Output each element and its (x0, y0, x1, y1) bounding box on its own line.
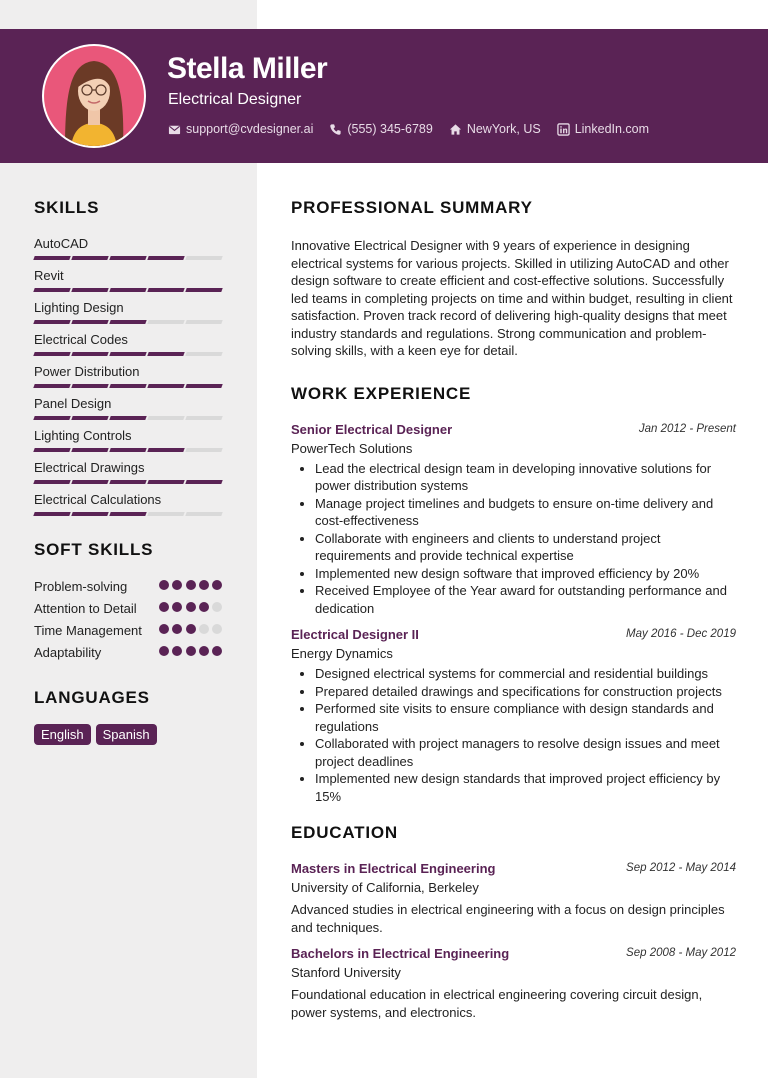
skill-row (34, 364, 224, 396)
skill-level-segment (185, 512, 222, 516)
job-bullet: • Manage project timelines and budgets to ensure on-time delivery and cost-effectiveness (315, 495, 736, 530)
skill-level-bar (34, 448, 224, 452)
degree-title: Bachelors in Electrical Engineering (291, 946, 510, 961)
rating-dot (199, 646, 209, 656)
job-bullet: • Implemented new design standards that improved project efficiency by 15% (315, 770, 736, 805)
skill-level-segment (147, 384, 184, 388)
skill-level-segment (33, 512, 70, 516)
job-entry (291, 627, 736, 805)
job-position: Senior Electrical Designer (291, 421, 453, 437)
education-dates: Sep 2008 - May 2012 (626, 947, 736, 959)
skill-label: AutoCAD (34, 236, 89, 251)
contact-email[interactable] (168, 122, 313, 136)
main-content (291, 198, 736, 1021)
soft-skill-rating (159, 580, 225, 590)
job-title: Electrical Designer (168, 91, 302, 108)
education-description: Advanced studies in electrical engineering with a focus on design principles and techniques. (291, 902, 725, 935)
soft-skills-heading: SOFT SKILLS (34, 540, 154, 559)
soft-skill-rating (159, 602, 225, 612)
education-header (291, 861, 736, 879)
rating-dot (186, 580, 196, 590)
skill-row (34, 332, 224, 364)
soft-skill-row (34, 578, 224, 595)
soft-skills-list (34, 578, 224, 661)
skill-level-segment (109, 320, 146, 324)
rating-dot (199, 624, 209, 634)
job-company: PowerTech Solutions (291, 440, 413, 456)
soft-skill-rating (159, 624, 225, 634)
job-bullet: • Performed site visits to ensure compliance with design standards and regulations (315, 700, 736, 735)
rating-dot (212, 624, 222, 634)
rating-dot (159, 646, 169, 656)
skill-row (34, 300, 224, 332)
job-bullet: • Collaborate with engineers and clients to understand project requirements and provide technical expertise (315, 530, 736, 565)
school-name: Stanford University (291, 965, 401, 980)
contact-bar (168, 122, 665, 136)
skill-level-segment (147, 448, 184, 452)
rating-dot (159, 602, 169, 612)
rating-dot (199, 602, 209, 612)
home-icon (449, 123, 462, 136)
skill-level-bar (34, 416, 224, 420)
skill-level-segment (109, 384, 146, 388)
skill-level-segment (71, 384, 108, 388)
summary-text: Innovative Electrical Designer with 9 years of experience in designing electrical systems for various projects. Skilled in utilizing AutoCAD and other design software to create efficient and cost-effective solutions. Successfully led teams in completing projects on time and within budget, resulting in client satisfaction. Proven track record of delivering high-quality designs that meet industry standards and regulations. Strong communication and problem-solving skills, with a keen eye for detail. (291, 238, 733, 358)
skill-level-segment (109, 416, 146, 420)
job-bullets (291, 460, 736, 618)
skill-row (34, 460, 224, 492)
skill-level-segment (33, 256, 70, 260)
job-bullet: • Received Employee of the Year award for outstanding performance and dedication (315, 582, 736, 617)
skill-label: Electrical Codes (34, 332, 128, 347)
job-header (291, 627, 736, 645)
contact-location (449, 122, 541, 136)
skill-row (34, 236, 224, 268)
rating-dot (186, 602, 196, 612)
job-dates: May 2016 - Dec 2019 (626, 628, 736, 640)
skill-level-bar (34, 512, 224, 516)
skills-list (34, 236, 224, 524)
rating-dot (212, 580, 222, 590)
skill-row (34, 428, 224, 460)
skills-heading: SKILLS (34, 198, 100, 217)
skill-level-segment (147, 320, 184, 324)
summary-heading: PROFESSIONAL SUMMARY (291, 198, 533, 217)
skill-label: Electrical Calculations (34, 492, 162, 507)
job-header (291, 422, 736, 440)
languages-list (34, 724, 224, 745)
skill-row (34, 396, 224, 428)
job-bullet: • Prepared detailed drawings and specifications for construction projects (315, 683, 736, 701)
skill-level-segment (185, 480, 222, 484)
skill-label: Electrical Drawings (34, 460, 145, 475)
job-position: Electrical Designer II (291, 627, 419, 642)
soft-skill-label: Time Management (34, 623, 142, 638)
skill-level-bar (34, 480, 224, 484)
skill-label: Lighting Controls (34, 428, 132, 443)
rating-dot (186, 624, 196, 634)
header-banner (0, 29, 768, 163)
contact-location-text: NewYork, US (466, 122, 541, 136)
skill-level-segment (109, 480, 146, 484)
school-name: University of California, Berkeley (291, 880, 479, 895)
rating-dot (172, 624, 182, 634)
skill-level-bar (34, 352, 224, 356)
skill-level-segment (185, 448, 222, 452)
rating-dot (159, 580, 169, 590)
skill-level-segment (71, 480, 108, 484)
skill-level-segment (185, 256, 222, 260)
skill-level-segment (71, 352, 108, 356)
phone-icon (329, 123, 342, 136)
job-bullet: • Designed electrical systems for commercial and residential buildings (315, 665, 736, 683)
rating-dot (172, 580, 182, 590)
job-entry (291, 422, 736, 618)
skill-level-segment (185, 384, 222, 388)
job-bullet: • Implemented new design software that improved efficiency by 20% (315, 565, 736, 583)
skill-level-segment (33, 352, 70, 356)
skill-level-segment (33, 448, 70, 452)
experience-list (291, 422, 736, 806)
skill-level-segment (147, 416, 184, 420)
job-bullet: • Lead the electrical design team in developing innovative solutions for power distribution systems (315, 460, 736, 495)
soft-skill-row (34, 600, 224, 617)
skill-level-segment (185, 352, 222, 356)
skill-level-segment (185, 288, 222, 292)
skill-level-segment (109, 256, 146, 260)
rating-dot (212, 602, 222, 612)
skill-row (34, 268, 224, 300)
skill-level-segment (33, 416, 70, 420)
education-entry (291, 861, 736, 936)
education-list (291, 861, 736, 1021)
skill-level-segment (71, 256, 108, 260)
rating-dot (212, 646, 222, 656)
contact-linkedin[interactable] (557, 122, 649, 136)
profile-photo (43, 45, 145, 147)
education-dates: Sep 2012 - May 2014 (626, 862, 736, 874)
sidebar (34, 198, 224, 745)
soft-skill-row (34, 644, 224, 661)
skill-level-segment (71, 512, 108, 516)
skill-label: Revit (34, 268, 64, 283)
skill-level-bar (34, 256, 224, 260)
language-badge: English (34, 724, 91, 745)
contact-linkedin-text: LinkedIn.com (574, 122, 650, 136)
job-company: Energy Dynamics (291, 646, 393, 661)
skill-level-segment (147, 256, 184, 260)
job-bullet: • Collaborated with project managers to resolve design issues and meet project deadlines (315, 735, 736, 770)
rating-dot (199, 580, 209, 590)
skill-level-segment (71, 416, 108, 420)
skill-level-segment (147, 288, 184, 292)
skill-level-segment (71, 448, 108, 452)
skill-level-segment (147, 480, 184, 484)
education-heading: EDUCATION (291, 823, 398, 842)
skill-level-segment (109, 512, 146, 516)
skill-level-bar (34, 320, 224, 324)
contact-phone-text: (555) 345-6789 (347, 122, 433, 136)
skill-level-segment (109, 352, 146, 356)
soft-skill-label: Adaptability (34, 645, 102, 660)
languages-heading: LANGUAGES (34, 688, 150, 707)
language-badge: Spanish (96, 724, 157, 745)
job-dates: Jan 2012 - Present (638, 422, 736, 435)
skill-level-segment (147, 352, 184, 356)
soft-skill-label: Attention to Detail (34, 601, 137, 616)
skill-row (34, 492, 224, 524)
education-header (291, 946, 736, 964)
soft-skill-label: Problem-solving (34, 579, 128, 594)
skill-label: Lighting Design (34, 300, 124, 315)
contact-email-text: support@cvdesigner.ai (186, 122, 314, 136)
rating-dot (172, 602, 182, 612)
skill-level-segment (185, 320, 222, 324)
skill-level-segment (109, 288, 146, 292)
experience-heading: WORK EXPERIENCE (291, 383, 472, 403)
rating-dot (159, 624, 169, 634)
skill-level-segment (185, 416, 222, 420)
candidate-name: Stella Miller (167, 52, 328, 85)
skill-level-bar (34, 288, 224, 292)
skill-level-segment (109, 448, 146, 452)
skill-label: Power Distribution (34, 364, 140, 379)
skill-level-segment (71, 288, 108, 292)
skill-level-segment (33, 384, 70, 388)
skill-level-segment (71, 320, 108, 324)
skill-level-bar (34, 384, 224, 388)
degree-title: Masters in Electrical Engineering (291, 861, 496, 876)
skill-level-segment (33, 320, 70, 324)
contact-phone[interactable] (329, 122, 432, 136)
skill-level-segment (147, 512, 184, 516)
job-bullets (291, 665, 736, 805)
skill-level-segment (33, 480, 70, 484)
education-description: Foundational education in electrical engineering covering circuit design, power systems, and electronics. (291, 987, 703, 1020)
education-entry (291, 946, 736, 1021)
linkedin-icon (557, 123, 570, 136)
soft-skill-rating (159, 646, 225, 656)
skill-level-segment (33, 288, 70, 292)
soft-skill-row (34, 622, 224, 639)
rating-dot (186, 646, 196, 656)
skill-label: Panel Design (34, 396, 112, 411)
envelope-icon (168, 123, 181, 136)
rating-dot (172, 646, 182, 656)
